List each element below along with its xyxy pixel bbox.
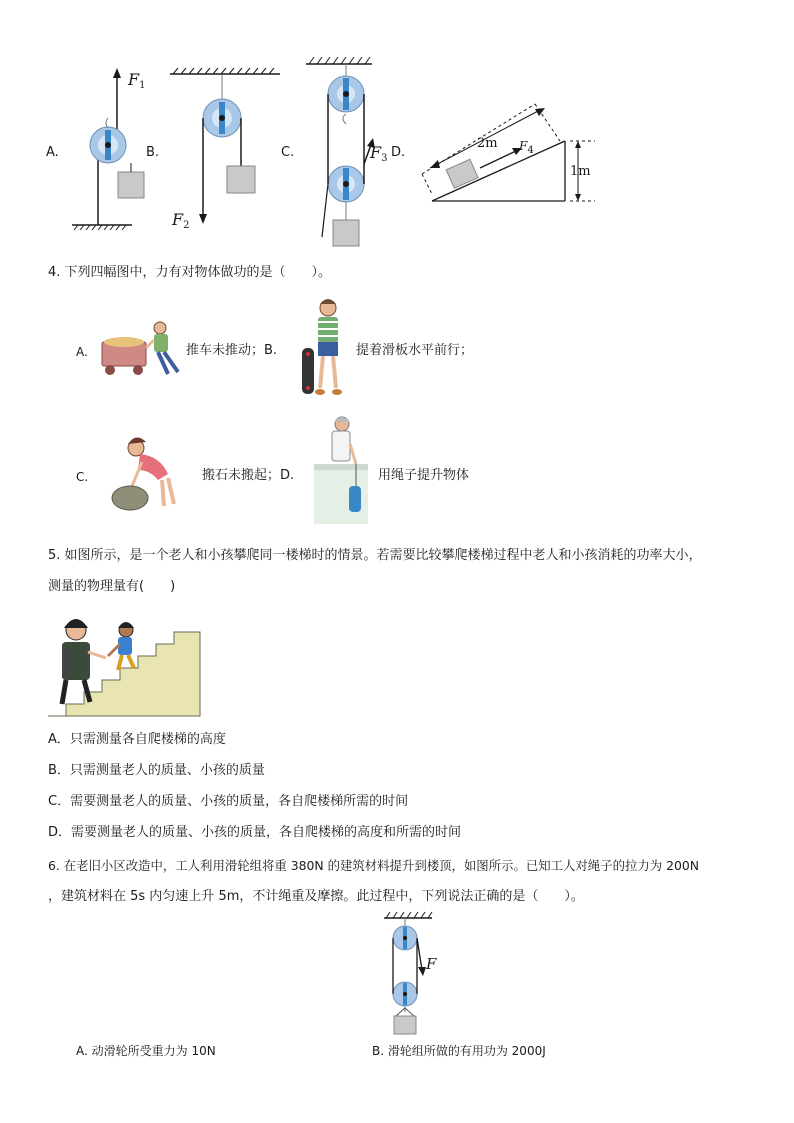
q4-option-c-label: C.	[76, 470, 89, 484]
force-f3-label: $F_3$	[370, 143, 388, 164]
q5-option-d: D．需要测量老人的质量、小孩的质量，各自爬楼梯的高度和所需的时间	[48, 825, 462, 840]
q4-option-a-text: 推车未推动；B.	[186, 343, 278, 358]
force-f4-label: $F_4$	[519, 139, 534, 156]
incline-height-label: 1m	[570, 164, 591, 179]
q4-stem: 4. 下列四幅图中，力有对物体做功的是（ ）。	[48, 265, 332, 280]
man-skateboard-illustration	[300, 296, 350, 402]
option-a-label: A.	[46, 145, 59, 160]
q5-option-a: A．只需测量各自爬楼梯的高度	[48, 732, 226, 747]
q4-option-a-label: A.	[76, 345, 88, 359]
q6-option-b: B. 滑轮组所做的有用功为 2000J	[372, 1044, 546, 1058]
woman-stone-illustration	[106, 432, 182, 512]
man-rope-illustration	[312, 414, 370, 526]
q6-stem-line2: ，建筑材料在 5s 内匀速上升 5m，不计绳重及摩擦。此过程中，下列说法正确的是（ ）。	[48, 889, 584, 904]
pulley-diagram-b	[165, 62, 285, 232]
stairs-illustration	[48, 608, 202, 718]
force-f1-label: $F_1$	[128, 70, 146, 91]
q6-force-label: F	[426, 955, 437, 973]
pulley-diagram-c	[300, 52, 380, 252]
incline-diagram-d	[410, 96, 610, 211]
q6-stem-line1: 6. 在老旧小区改造中，工人利用滑轮组将重 380N 的建筑材料提升到楼顶，如图所示。已知工人对绳子的拉力为 200N	[48, 858, 699, 873]
option-c-label: C.	[281, 145, 295, 160]
incline-length-label: 2m	[477, 136, 498, 151]
push-cart-illustration	[98, 318, 186, 380]
q4-option-d-text: 用绳子提升物体	[378, 468, 470, 483]
q5-option-c: C．需要测量老人的质量、小孩的质量，各自爬楼梯所需的时间	[48, 794, 409, 809]
q5-stem-line2: 测量的物理量有( )	[48, 579, 176, 594]
q4-option-b-text: 提着滑板水平前行；	[356, 343, 474, 358]
q6-option-a: A. 动滑轮所受重力为 10N	[76, 1044, 216, 1058]
q5-option-b: B．只需测量老人的质量、小孩的质量	[48, 763, 265, 778]
q4-option-c-text: 搬石未搬起；D.	[202, 468, 295, 483]
option-d-label: D.	[391, 145, 406, 160]
q5-stem-line1: 5. 如图所示，是一个老人和小孩攀爬同一楼梯时的情景。若需要比较攀爬楼梯过程中老人和小孩消耗的功率大小，	[48, 548, 702, 563]
force-f2-label: $F_2$	[172, 210, 190, 231]
option-b-label: B.	[146, 145, 160, 160]
pulley-block-q6	[380, 908, 440, 1038]
